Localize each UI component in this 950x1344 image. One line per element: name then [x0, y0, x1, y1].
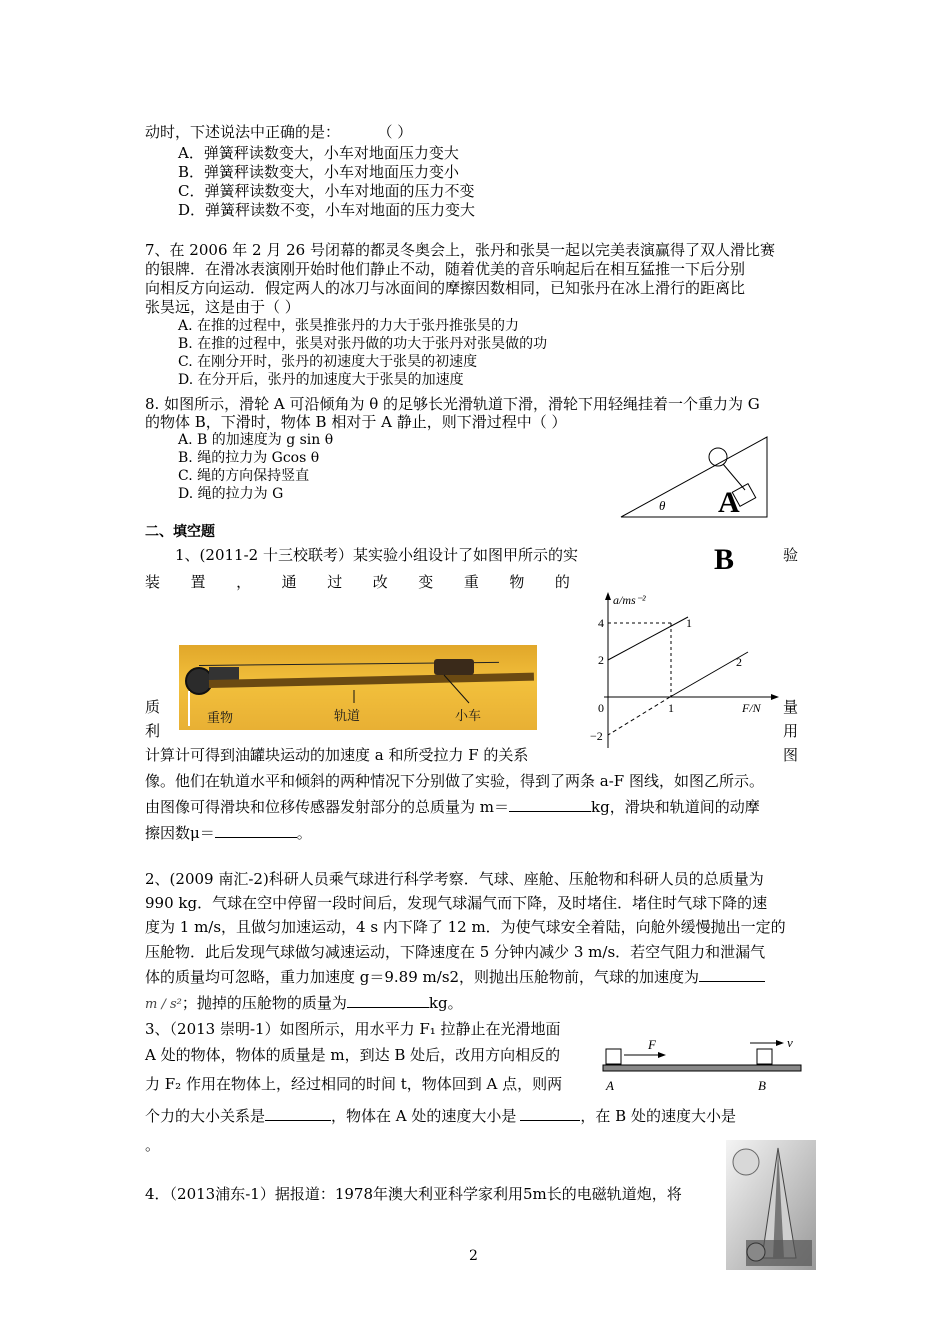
f2-line: 度为 1 m/s，且做匀加速运动，4 s 内下降了 12 m．为使气球安全着陆，向舱外缓慢抛出一定的	[145, 918, 786, 936]
f1-char-yong: 用	[783, 722, 799, 740]
block-at-b	[757, 1049, 772, 1064]
q6-option-a: A．弹簧秤读数变大，小车对地面压力变大	[178, 144, 459, 162]
label-a: A	[718, 486, 740, 519]
q7-line: 张昊远，这是由于（ ）	[145, 298, 300, 316]
velocity-label: v	[787, 1035, 793, 1050]
photo-label-weight: 重物	[207, 711, 234, 726]
blank-mu[interactable]	[215, 837, 297, 838]
f2-line: 体的质量均可忽略，重力加速度 g＝9.89 m/s2，则抛出压舱物前，气球的加速度为	[145, 968, 765, 987]
af-graph	[590, 590, 780, 750]
q6-stem: 动时，下述说法中正确的是： （ ）	[145, 123, 413, 141]
point-a-label: A	[606, 1078, 614, 1093]
f2-line: 压舱物．此后发现气球做匀减速运动，下降速度在 5 分钟内减少 3 m/s．若空气阻力和泄漏气	[145, 943, 766, 961]
f2-line: 990 kg．气球在空中停留一段时间后，发现气球漏气而下降，及时堵住．堵住时气球下降的速	[145, 894, 768, 912]
q8-option-d: D. 绳的拉力为 G	[178, 486, 284, 502]
blank-mass[interactable]	[509, 811, 591, 812]
blank-ballast-mass[interactable]	[347, 1007, 429, 1008]
tick-x-1: 1	[668, 701, 674, 715]
q7-line: 向相反方向运动．假定两人的冰刀与冰面间的摩擦因数相同，已知张丹在冰上滑行的距离比	[145, 279, 746, 297]
photo-label-track: 轨道	[334, 709, 361, 724]
line-label-2: 2	[736, 655, 742, 669]
f1-line8: 擦因数μ＝ 。	[145, 824, 312, 842]
f1-char-tu: 图	[783, 746, 799, 764]
x-axis-label: F/N	[742, 701, 761, 715]
blank-force-relation[interactable]	[265, 1120, 331, 1121]
f1-line1-end: 验	[783, 546, 799, 564]
tick-y-4: 4	[598, 616, 604, 630]
line-label-1: 1	[686, 616, 692, 630]
point-b-label: B	[758, 1078, 766, 1093]
q7-line: 7、在 2006 年 2 月 26 号闭幕的都灵冬奥会上，张丹和张昊一起以完美表演赢得了双人滑比赛	[145, 241, 775, 259]
q7-option-b: B. 在推的过程中，张昊对张丹做的功大于张丹对张昊做的功	[178, 336, 548, 352]
section-title: 二、填空题	[145, 524, 215, 540]
f1-line1: 1、(2011-2 十三校联考）某实验小组设计了如图甲所示的实	[175, 546, 578, 564]
ground	[603, 1065, 801, 1071]
f2-last: m / s²；抛掉的压舱物的质量为 kg。	[145, 994, 463, 1012]
photo-label-cart: 小车	[455, 709, 482, 724]
q8-line: 的物体 B，下滑时，物体 B 相对于 A 静止，则下滑过程中（ ）	[145, 413, 567, 431]
f3-line1: 3、（2013 崇明-1）如图所示，用水平力 F₁ 拉静止在光滑地面	[145, 1020, 561, 1038]
q6-option-b: B．弹簧秤读数变大，小车对地面压力变小	[178, 163, 460, 181]
f1-line6: 像。他们在轨道水平和倾斜的两种情况下分别做了实验，得到了两条 a-F 图线，如图乙所示。	[145, 772, 764, 790]
blank-speed-a[interactable]	[520, 1120, 580, 1121]
q6-option-d: D．弹簧秤读数不变，小车对地面的压力变大	[178, 201, 476, 219]
f1-line2: 装 置 ， 通 过 改 变 重 物 的	[145, 573, 570, 591]
f3-line3: 力 F₂ 作用在物体上，经过相同的时间 t，物体回到 A 点，则两	[145, 1075, 563, 1093]
q7-option-c: C. 在刚分开时，张丹的初速度大于张昊的初速度	[178, 354, 478, 370]
q7-option-a: A. 在推的过程中，张昊推张丹的力大于张丹推张昊的力	[178, 318, 520, 334]
f1-char-liang: 量	[783, 698, 799, 716]
page-number: 2	[469, 1248, 478, 1264]
motion-figure	[600, 1035, 805, 1097]
f3-line2: A 处的物体，物体的质量是 m，到达 B 处后，改用方向相反的	[145, 1046, 561, 1064]
f1-char-zhi: 质	[145, 698, 161, 716]
experiment-photo	[179, 645, 537, 730]
tick-y-2: 2	[598, 653, 604, 667]
blank-acceleration[interactable]	[699, 981, 765, 982]
block-at-a	[606, 1049, 621, 1064]
force-label: F	[648, 1037, 656, 1052]
railgun-illustration	[726, 1140, 816, 1270]
y-axis-label: a/ms⁻²	[613, 593, 646, 607]
f4-line1: 4．（2013浦东-1）据报道：1978年澳大利亚科学家利用5m长的电磁轨道炮，将	[145, 1185, 682, 1203]
f1-char-li: 利	[145, 722, 161, 740]
incline-triangle	[621, 437, 767, 517]
q6-option-c: C．弹簧秤读数变大，小车对地面的压力不变	[178, 182, 475, 200]
label-b: B	[714, 543, 735, 576]
tick-y-0: 0	[598, 701, 604, 715]
f1-line5: 计算计可得到油罐块运动的加速度 a 和所受拉力 F 的关系	[145, 746, 529, 764]
incline-figure	[615, 435, 775, 525]
f3-line5: 。	[145, 1136, 161, 1154]
f3-line4: 个力的大小关系是 ，物体在 A 处的速度大小是 ，在 B 处的速度大小是	[145, 1107, 736, 1125]
q8-option-b: B. 绳的拉力为 Gcos θ	[178, 450, 320, 466]
q7-option-d: D. 在分开后，张丹的加速度大于张昊的加速度	[178, 372, 464, 388]
tick-y-neg2: −2	[590, 729, 603, 743]
q7-line: 的银牌．在滑冰表演刚开始时他们静止不动，随着优美的音乐响起后在相互猛推一下后分别	[145, 260, 746, 278]
q8-option-a: A. B 的加速度为 g sin θ	[178, 432, 334, 448]
q8-line: 8. 如图所示，滑轮 A 可沿倾角为 θ 的足够长光滑轨道下滑，滑轮下用轻绳挂着一个重力为 G	[145, 395, 760, 413]
theta-label: θ	[659, 498, 666, 513]
q8-option-c: C. 绳的方向保持竖直	[178, 468, 310, 484]
f1-line7: 由图像可得滑块和位移传感器发射部分的总质量为 m＝ kg，滑块和轨道间的动摩	[145, 798, 760, 816]
f2-line: 2、(2009 南汇-2)科研人员乘气球进行科学考察．气球、座舱、压舱物和科研人员的总质量为	[145, 870, 764, 888]
